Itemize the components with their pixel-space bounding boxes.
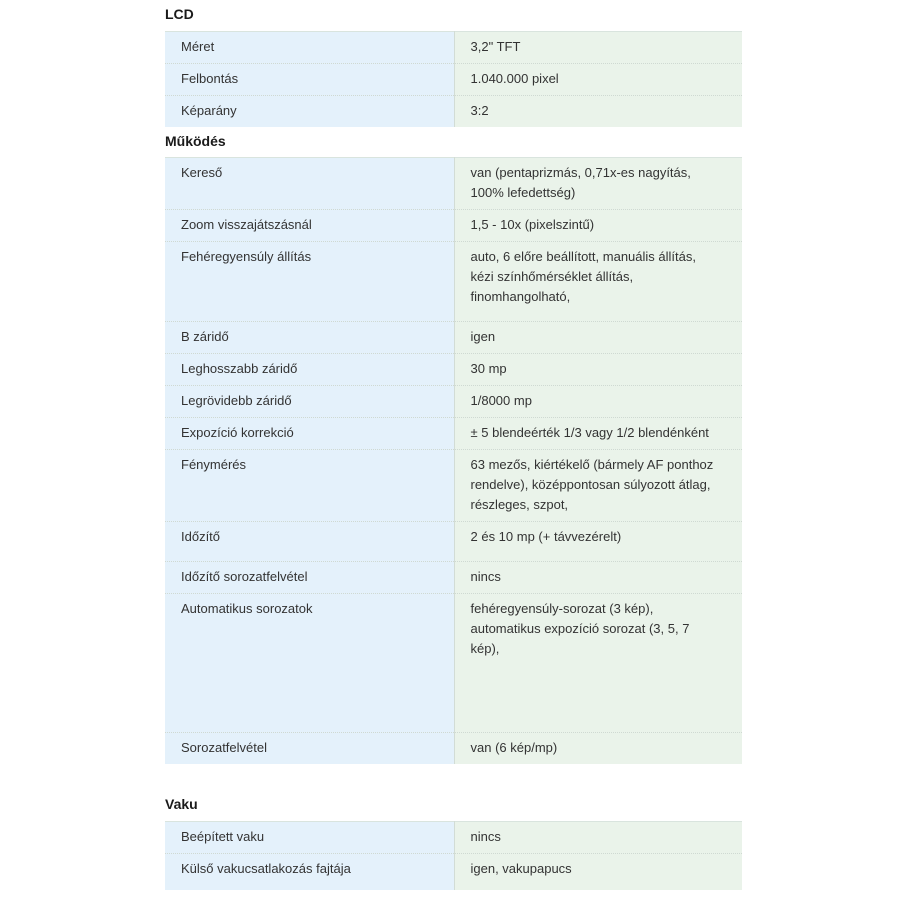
spec-value: igen [454,322,742,354]
spec-value: nincs [454,822,742,854]
spec-label: Méret [165,32,454,64]
spec-value: van (6 kép/mp) [454,733,742,765]
spec-value: 1/8000 mp [454,386,742,418]
spec-label: Felbontás [165,64,454,96]
spec-label: Automatikus sorozatok [165,594,454,733]
spec-label: B záridő [165,322,454,354]
spec-label: Kereső [165,158,454,210]
spec-label: Sorozatfelvétel [165,733,454,765]
spec-value: igen, vakupapucs [454,854,742,890]
spec-label: Leghosszabb záridő [165,354,454,386]
spec-label: Külső vakucsatlakozás fajtája [165,854,454,890]
spec-value: auto, 6 előre beállított, manuális állítás, kézi színhőmérséklet állítás, finomhangolható, [454,242,742,322]
spec-value: 1,5 - 10x (pixelszintű) [454,210,742,242]
table-row [165,522,742,562]
spec-label: Időzítő [165,522,454,562]
table-row [165,322,742,354]
table-row [165,562,742,594]
table-row [165,822,742,854]
spec-label: Expozíció korrekció [165,418,454,450]
spec-table-vaku [165,821,742,890]
table-row [165,450,742,522]
section-title-mukodes: Működés [165,133,226,149]
spec-value: fehéregyensúly-sorozat (3 kép), automatikus expozíció sorozat (3, 5, 7 kép), [454,594,742,733]
spec-value: van (pentaprizmás, 0,71x-es nagyítás, 100% lefedettség) [454,158,742,210]
table-row [165,64,742,96]
table-row [165,418,742,450]
table-row [165,354,742,386]
table-row [165,594,742,733]
spec-label: Képarány [165,96,454,128]
spec-value: nincs [454,562,742,594]
spec-value: 3:2 [454,96,742,128]
table-row [165,854,742,890]
section-title-vaku: Vaku [165,796,198,812]
spec-value: 63 mezős, kiértékelő (bármely AF ponthoz rendelve), középpontosan súlyozott átlag, részleges, szpot, [454,450,742,522]
spec-label: Fénymérés [165,450,454,522]
table-row [165,32,742,64]
table-row [165,242,742,322]
table-row [165,158,742,210]
section-title-lcd: LCD [165,6,194,22]
spec-label: Zoom visszajátszásnál [165,210,454,242]
spec-label: Fehéregyensúly állítás [165,242,454,322]
spec-value: ± 5 blendeérték 1/3 vagy 1/2 blendénként [454,418,742,450]
spec-table-mukodes [165,157,742,764]
table-row [165,210,742,242]
spec-label: Beépített vaku [165,822,454,854]
spec-label: Legrövidebb záridő [165,386,454,418]
spec-value: 30 mp [454,354,742,386]
spec-value: 2 és 10 mp (+ távvezérelt) [454,522,742,562]
table-row [165,386,742,418]
spec-value: 1.040.000 pixel [454,64,742,96]
spec-value: 3,2" TFT [454,32,742,64]
table-row [165,96,742,128]
spec-table-lcd [165,31,742,127]
spec-label: Időzítő sorozatfelvétel [165,562,454,594]
table-row [165,733,742,765]
